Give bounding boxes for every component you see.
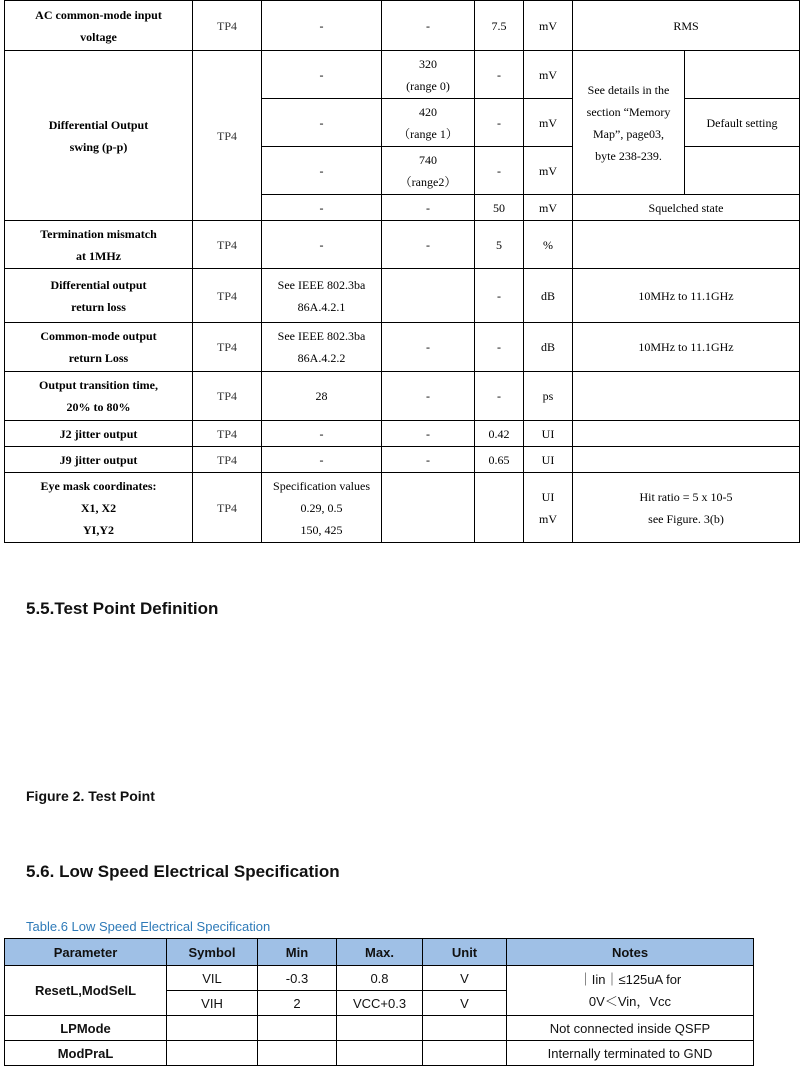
unit-cell: dB [524, 269, 573, 323]
unit-cell: V [423, 991, 507, 1016]
param-cell: J2 jitter output [5, 421, 193, 447]
table-row [5, 269, 800, 323]
table-caption: Table.6 Low Speed Electrical Specification [26, 919, 271, 934]
notes-cell: Not connected inside QSFP [507, 1016, 754, 1041]
max-cell: - [475, 147, 524, 195]
figure-caption: Figure 2. Test Point [26, 788, 155, 804]
notes-cell: 10MHz to 11.1GHz [573, 323, 800, 372]
typ-cell: - [382, 221, 475, 269]
param-cell: Output transition time, 20% to 80% [5, 372, 193, 421]
test-point-cell: TP4 [193, 1, 262, 51]
min-cell: -0.3 [258, 966, 337, 991]
notes-cell: Default setting [685, 99, 800, 147]
test-point-cell: TP4 [193, 372, 262, 421]
table-row [5, 51, 800, 99]
column-header: Min [258, 939, 337, 966]
notes-cell [573, 221, 800, 269]
min-cell: Specification values 0.29, 0.5 150, 425 [262, 473, 382, 543]
table-row [5, 372, 800, 421]
param-cell: Eye mask coordinates: X1, X2 YI,Y2 [5, 473, 193, 543]
param-cell: LPMode [5, 1016, 167, 1041]
min-cell: - [262, 1, 382, 51]
typ-cell: - [382, 421, 475, 447]
param-cell: ModPraL [5, 1041, 167, 1066]
unit-cell: V [423, 966, 507, 991]
table-row [5, 421, 800, 447]
param-cell: J9 jitter output [5, 447, 193, 473]
param-cell: AC common-mode input voltage [5, 1, 193, 51]
unit-cell: mV [524, 1, 573, 51]
min-cell: 2 [258, 991, 337, 1016]
table-row [5, 473, 800, 543]
column-header: Notes [507, 939, 754, 966]
table-row [5, 323, 800, 372]
notes-cell [685, 147, 800, 195]
table-row [5, 1041, 754, 1066]
min-cell: - [262, 447, 382, 473]
symbol-cell: VIH [167, 991, 258, 1016]
typ-cell: 320 (range 0) [382, 51, 475, 99]
notes-cell [685, 51, 800, 99]
param-cell: Differential output return loss [5, 269, 193, 323]
max-cell: - [475, 372, 524, 421]
param-cell: ResetL,ModSelL [5, 966, 167, 1016]
param-cell: Termination mismatch at 1MHz [5, 221, 193, 269]
max-cell: 0.65 [475, 447, 524, 473]
min-cell: - [262, 195, 382, 221]
max-cell [475, 473, 524, 543]
section-heading: 5.5.Test Point Definition [26, 599, 219, 618]
max-cell: 5 [475, 221, 524, 269]
notes-cell [573, 421, 800, 447]
min-cell: - [262, 51, 382, 99]
unit-cell: UI [524, 421, 573, 447]
symbol-cell [167, 1016, 258, 1041]
column-header: Max. [337, 939, 423, 966]
min-cell: See IEEE 802.3ba 86A.4.2.2 [262, 323, 382, 372]
max-cell: - [475, 269, 524, 323]
max-cell [337, 1016, 423, 1041]
max-cell: 50 [475, 195, 524, 221]
typ-cell: - [382, 323, 475, 372]
section-heading: 5.6. Low Speed Electrical Specification [26, 862, 340, 881]
unit-cell: dB [524, 323, 573, 372]
typ-cell: 420 （range 1） [382, 99, 475, 147]
notes-cell: Internally terminated to GND [507, 1041, 754, 1066]
column-header: Parameter [5, 939, 167, 966]
notes-cell: Hit ratio = 5 x 10-5 see Figure. 3(b) [573, 473, 800, 543]
max-cell: 0.42 [475, 421, 524, 447]
unit-cell: mV [524, 99, 573, 147]
typ-cell: - [382, 372, 475, 421]
notes-cell: Squelched state [573, 195, 800, 221]
table-row [5, 1, 800, 51]
unit-cell: ps [524, 372, 573, 421]
unit-cell: % [524, 221, 573, 269]
param-cell: Differential Output swing (p-p) [5, 51, 193, 221]
unit-cell: mV [524, 195, 573, 221]
test-point-cell: TP4 [193, 473, 262, 543]
test-point-cell: TP4 [193, 269, 262, 323]
max-cell: - [475, 323, 524, 372]
max-cell [337, 1041, 423, 1066]
notes-cell: RMS [573, 1, 800, 51]
typ-cell: - [382, 1, 475, 51]
test-point-cell: TP4 [193, 221, 262, 269]
max-cell: VCC+0.3 [337, 991, 423, 1016]
table-row [5, 966, 754, 991]
unit-cell [423, 1016, 507, 1041]
notes-cell [573, 372, 800, 421]
symbol-cell [167, 1041, 258, 1066]
test-point-cell: TP4 [193, 421, 262, 447]
max-cell: 7.5 [475, 1, 524, 51]
table-row [5, 447, 800, 473]
min-cell [258, 1016, 337, 1041]
max-cell: - [475, 51, 524, 99]
min-cell [258, 1041, 337, 1066]
electrical-spec-table [4, 0, 800, 543]
notes-cell: ｜Iin｜≤125uA for 0V＜Vin，Vcc [507, 966, 754, 1016]
min-cell: 28 [262, 372, 382, 421]
max-cell: 0.8 [337, 966, 423, 991]
unit-cell: mV [524, 51, 573, 99]
param-cell: Common-mode output return Loss [5, 323, 193, 372]
min-cell: - [262, 221, 382, 269]
table-header-row [5, 939, 754, 966]
unit-cell [423, 1041, 507, 1066]
unit-cell: UI [524, 447, 573, 473]
low-speed-spec-table [4, 938, 754, 1066]
typ-cell [382, 269, 475, 323]
test-point-cell: TP4 [193, 447, 262, 473]
min-cell: See IEEE 802.3ba 86A.4.2.1 [262, 269, 382, 323]
notes-cell: See details in the section “Memory Map”, page03, byte 238-239. [573, 51, 685, 195]
test-point-cell: TP4 [193, 51, 262, 221]
min-cell: - [262, 147, 382, 195]
table-row [5, 1016, 754, 1041]
unit-cell: mV [524, 147, 573, 195]
max-cell: - [475, 99, 524, 147]
notes-cell [573, 447, 800, 473]
typ-cell: - [382, 195, 475, 221]
test-point-cell: TP4 [193, 323, 262, 372]
typ-cell [382, 473, 475, 543]
symbol-cell: VIL [167, 966, 258, 991]
typ-cell: 740 （range2） [382, 147, 475, 195]
min-cell: - [262, 421, 382, 447]
column-header: Unit [423, 939, 507, 966]
min-cell: - [262, 99, 382, 147]
typ-cell: - [382, 447, 475, 473]
column-header: Symbol [167, 939, 258, 966]
table-row [5, 221, 800, 269]
notes-cell: 10MHz to 11.1GHz [573, 269, 800, 323]
unit-cell: UI mV [524, 473, 573, 543]
